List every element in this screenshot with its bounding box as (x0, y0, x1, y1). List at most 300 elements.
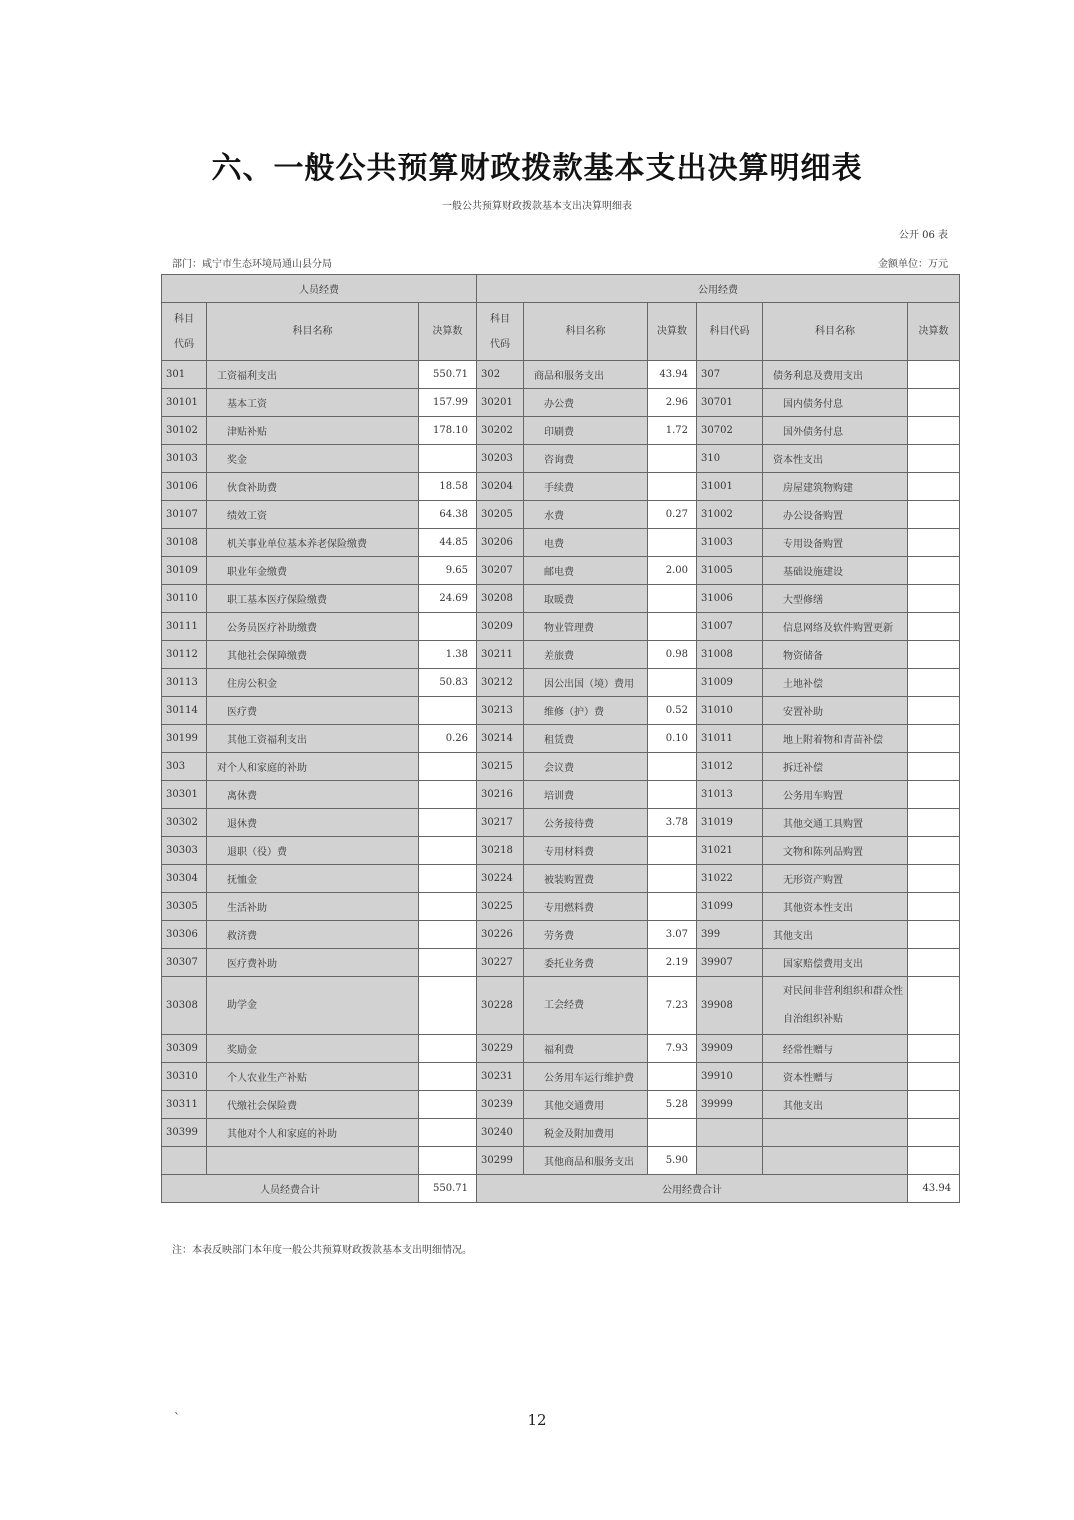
table-row (162, 613, 960, 641)
amount-cell-3 (908, 445, 960, 473)
amount-cell-3 (908, 501, 960, 529)
amount-cell-1 (419, 753, 477, 781)
code-cell-2: 30204 (477, 473, 524, 501)
code-cell-2: 30240 (477, 1119, 524, 1147)
code-cell-3: 31012 (697, 753, 763, 781)
code-cell-3: 39999 (697, 1091, 763, 1119)
name-cell-3: 经常性赠与 (763, 1035, 908, 1063)
amount-cell-1: 44.85 (419, 529, 477, 557)
amount-cell-2 (648, 1119, 697, 1147)
amount-cell-3 (908, 893, 960, 921)
name-cell-1: 公务员医疗补助缴费 (207, 613, 419, 641)
code-cell-3: 31022 (697, 865, 763, 893)
table-row (162, 529, 960, 557)
amount-cell-3 (908, 1063, 960, 1091)
code-cell-2: 30225 (477, 893, 524, 921)
name-cell-3: 资本性支出 (763, 445, 908, 473)
name-cell-2: 因公出国（境）费用 (524, 669, 648, 697)
name-cell-3: 国外债务付息 (763, 417, 908, 445)
code-cell-2: 302 (477, 361, 524, 389)
amount-cell-2: 43.94 (648, 361, 697, 389)
name-cell-3: 安置补助 (763, 697, 908, 725)
name-cell-3: 文物和陈列品购置 (763, 837, 908, 865)
table-row (162, 809, 960, 837)
code-line2: 代码 (490, 338, 511, 350)
name-cell-2: 被装购置费 (524, 865, 648, 893)
name-cell-3: 无形资产购置 (763, 865, 908, 893)
amount-cell-1 (419, 445, 477, 473)
code-cell-2: 30215 (477, 753, 524, 781)
name-cell-2: 培训费 (524, 781, 648, 809)
code-cell-3: 31001 (697, 473, 763, 501)
amount-cell-3 (908, 557, 960, 585)
name-cell-2: 物业管理费 (524, 613, 648, 641)
amount-cell-1 (419, 1119, 477, 1147)
code-cell-1: 30101 (162, 389, 207, 417)
amount-cell-1: 18.58 (419, 473, 477, 501)
table-row (162, 837, 960, 865)
amount-cell-3 (908, 613, 960, 641)
amount-cell-1 (419, 1147, 477, 1175)
amount-cell-3 (908, 725, 960, 753)
amount-cell-2 (648, 1063, 697, 1091)
name-cell-2: 水费 (524, 501, 648, 529)
code-cell-3: 39908 (697, 977, 763, 1035)
amount-cell-2 (648, 753, 697, 781)
name-cell-3: 信息网络及软件购置更新 (763, 613, 908, 641)
code-cell-2: 30216 (477, 781, 524, 809)
amount-cell-2: 3.07 (648, 921, 697, 949)
public-total-label: 公用经费合计 (477, 1175, 908, 1203)
code-cell-1: 30114 (162, 697, 207, 725)
name-cell-2: 公务用车运行维护费 (524, 1063, 648, 1091)
name-cell-1: 退休费 (207, 809, 419, 837)
amount-cell-3 (908, 781, 960, 809)
name-cell-3 (763, 1147, 908, 1175)
amount-cell-1 (419, 613, 477, 641)
code-cell-1: 30301 (162, 781, 207, 809)
code-cell-2: 30211 (477, 641, 524, 669)
amount-cell-2: 2.19 (648, 949, 697, 977)
code-cell-3: 31013 (697, 781, 763, 809)
name-cell-1: 个人农业生产补贴 (207, 1063, 419, 1091)
name-cell-3: 国内债务付息 (763, 389, 908, 417)
code-cell-1: 30304 (162, 865, 207, 893)
code-cell-1: 30108 (162, 529, 207, 557)
name-cell-2: 租赁费 (524, 725, 648, 753)
name-cell-2: 邮电费 (524, 557, 648, 585)
name-cell-1: 退职（役）费 (207, 837, 419, 865)
amount-cell-1: 550.71 (419, 361, 477, 389)
code-cell-3: 31003 (697, 529, 763, 557)
page-title: 六、一般公共预算财政拨款基本支出决算明细表 (211, 151, 863, 186)
table-row (162, 1063, 960, 1091)
amount-cell-2: 5.90 (648, 1147, 697, 1175)
public-total-value: 43.94 (908, 1175, 960, 1203)
name-cell-2: 福利费 (524, 1035, 648, 1063)
name-cell-2: 咨询费 (524, 445, 648, 473)
code-line2: 代码 (174, 338, 194, 350)
name-cell-1: 奖金 (207, 445, 419, 473)
name-cell-2: 专用燃料费 (524, 893, 648, 921)
amount-cell-2: 0.27 (648, 501, 697, 529)
code-cell-1: 30303 (162, 837, 207, 865)
expenditure-detail-table (161, 274, 960, 1203)
name-cell-1: 基本工资 (207, 389, 419, 417)
code-cell-2: 30206 (477, 529, 524, 557)
col-name-3: 科目名称 (763, 303, 908, 361)
name-cell-1: 抚恤金 (207, 865, 419, 893)
code-cell-3: 31002 (697, 501, 763, 529)
amount-cell-2 (648, 669, 697, 697)
name-cell-3: 资本性赠与 (763, 1063, 908, 1091)
amount-cell-1: 64.38 (419, 501, 477, 529)
amount-cell-3 (908, 837, 960, 865)
table-row (162, 921, 960, 949)
amount-cell-2: 0.98 (648, 641, 697, 669)
amount-cell-3 (908, 1147, 960, 1175)
amount-cell-2 (648, 445, 697, 473)
code-line1: 科目 (174, 313, 194, 325)
amount-cell-3 (908, 753, 960, 781)
name-cell-3: 其他支出 (763, 921, 908, 949)
personnel-header: 人员经费 (162, 275, 477, 303)
section-header-row (162, 275, 960, 303)
name-cell-1: 救济费 (207, 921, 419, 949)
code-cell-2: 30208 (477, 585, 524, 613)
col-amount-3: 决算数 (908, 303, 960, 361)
code-cell-2: 30228 (477, 977, 524, 1035)
name-cell-2: 差旅费 (524, 641, 648, 669)
code-cell-1: 30399 (162, 1119, 207, 1147)
code-cell-1: 30110 (162, 585, 207, 613)
amount-cell-3 (908, 529, 960, 557)
code-cell-1: 30111 (162, 613, 207, 641)
code-cell-2: 30205 (477, 501, 524, 529)
col-amount-1: 决算数 (419, 303, 477, 361)
public-header: 公用经费 (477, 275, 960, 303)
amount-cell-1: 9.65 (419, 557, 477, 585)
name-cell-2: 电费 (524, 529, 648, 557)
code-cell-2: 30203 (477, 445, 524, 473)
code-cell-3: 31021 (697, 837, 763, 865)
code-cell-1: 30106 (162, 473, 207, 501)
name-cell-1: 津贴补贴 (207, 417, 419, 445)
amount-cell-1: 0.26 (419, 725, 477, 753)
name-cell-1: 伙食补助费 (207, 473, 419, 501)
name-cell-1: 代缴社会保险费 (207, 1091, 419, 1119)
amount-cell-1: 157.99 (419, 389, 477, 417)
code-cell-3 (697, 1147, 763, 1175)
table-row (162, 1147, 960, 1175)
name-cell-2: 专用材料费 (524, 837, 648, 865)
name-cell-1: 其他社会保障缴费 (207, 641, 419, 669)
name-cell-1: 其他对个人和家庭的补助 (207, 1119, 419, 1147)
name-cell-1: 生活补助 (207, 893, 419, 921)
amount-cell-2 (648, 585, 697, 613)
name-cell-1: 职工基本医疗保险缴费 (207, 585, 419, 613)
name-cell-3: 国家赔偿费用支出 (763, 949, 908, 977)
amount-cell-2 (648, 473, 697, 501)
name-cell-2: 印刷费 (524, 417, 648, 445)
code-cell-3: 39910 (697, 1063, 763, 1091)
table-row (162, 1119, 960, 1147)
table-row (162, 893, 960, 921)
col-name-1: 科目名称 (207, 303, 419, 361)
name-cell-3: 债务利息及费用支出 (763, 361, 908, 389)
code-cell-3: 31019 (697, 809, 763, 837)
code-cell-3: 39907 (697, 949, 763, 977)
table-row (162, 753, 960, 781)
name-cell-1: 离休费 (207, 781, 419, 809)
code-cell-2: 30231 (477, 1063, 524, 1091)
amount-cell-3 (908, 585, 960, 613)
code-cell-1: 30302 (162, 809, 207, 837)
code-cell-2: 30299 (477, 1147, 524, 1175)
code-cell-3: 31099 (697, 893, 763, 921)
table-row (162, 865, 960, 893)
table-row (162, 585, 960, 613)
amount-cell-2: 0.10 (648, 725, 697, 753)
name-cell-1: 奖励金 (207, 1035, 419, 1063)
code-cell-1: 30308 (162, 977, 207, 1035)
table-note: 注：本表反映部门本年度一般公共预算财政拨款基本支出明细情况。 (172, 1245, 472, 1256)
amount-unit-label: 金额单位：万元 (878, 259, 948, 270)
name-cell-3: 大型修缮 (763, 585, 908, 613)
amount-cell-1: 24.69 (419, 585, 477, 613)
amount-cell-1 (419, 1091, 477, 1119)
code-cell-1: 30113 (162, 669, 207, 697)
code-cell-1: 30309 (162, 1035, 207, 1063)
amount-cell-1: 50.83 (419, 669, 477, 697)
name-cell-1: 工资福利支出 (207, 361, 419, 389)
name-cell-3: 办公设备购置 (763, 501, 908, 529)
code-cell-2: 30217 (477, 809, 524, 837)
name-cell-2: 办公费 (524, 389, 648, 417)
name-cell-1: 助学金 (207, 977, 419, 1035)
code-cell-3 (697, 1119, 763, 1147)
table-row (162, 417, 960, 445)
code-cell-3: 31005 (697, 557, 763, 585)
code-cell-1: 30305 (162, 893, 207, 921)
code-cell-1: 30103 (162, 445, 207, 473)
name-cell-2: 委托业务费 (524, 949, 648, 977)
amount-cell-1 (419, 893, 477, 921)
name-cell-2: 其他交通费用 (524, 1091, 648, 1119)
amount-cell-2 (648, 529, 697, 557)
table-row (162, 445, 960, 473)
amount-cell-1 (419, 921, 477, 949)
amount-cell-3 (908, 1035, 960, 1063)
amount-cell-1 (419, 809, 477, 837)
code-cell-1: 30102 (162, 417, 207, 445)
code-cell-3: 31010 (697, 697, 763, 725)
name-cell-2: 工会经费 (524, 977, 648, 1035)
name-cell-3: 地上附着物和青苗补偿 (763, 725, 908, 753)
col-code-3: 科目代码 (697, 303, 763, 361)
code-cell-2: 30212 (477, 669, 524, 697)
name-cell-1: 医疗费 (207, 697, 419, 725)
code-cell-1: 30311 (162, 1091, 207, 1119)
page-number: 12 (527, 1411, 547, 1429)
amount-cell-3 (908, 697, 960, 725)
name-cell-2: 维修（护）费 (524, 697, 648, 725)
amount-cell-1 (419, 865, 477, 893)
code-cell-1: 30107 (162, 501, 207, 529)
amount-cell-1 (419, 697, 477, 725)
amount-cell-1 (419, 1063, 477, 1091)
table-row (162, 473, 960, 501)
code-cell-3: 31011 (697, 725, 763, 753)
amount-cell-3 (908, 417, 960, 445)
name-cell-3: 拆迁补偿 (763, 753, 908, 781)
name-cell-3: 土地补偿 (763, 669, 908, 697)
name-cell-3: 其他交通工具购置 (763, 809, 908, 837)
code-line1: 科目 (490, 313, 511, 325)
corner-mark: ` (174, 1411, 180, 1425)
code-cell-2: 30239 (477, 1091, 524, 1119)
amount-cell-2: 2.00 (648, 557, 697, 585)
amount-cell-2: 1.72 (648, 417, 697, 445)
table-row (162, 1035, 960, 1063)
name-cell-3: 房屋建筑物购建 (763, 473, 908, 501)
amount-cell-2: 2.96 (648, 389, 697, 417)
table-row (162, 977, 960, 1035)
name-cell-1: 机关事业单位基本养老保险缴费 (207, 529, 419, 557)
name-cell-3: 物资储备 (763, 641, 908, 669)
name-cell-1: 绩效工资 (207, 501, 419, 529)
amount-cell-3 (908, 389, 960, 417)
code-cell-3: 310 (697, 445, 763, 473)
code-cell-3: 31008 (697, 641, 763, 669)
col-name-2: 科目名称 (524, 303, 648, 361)
amount-cell-1: 178.10 (419, 417, 477, 445)
name-cell-2: 劳务费 (524, 921, 648, 949)
table-row (162, 669, 960, 697)
name-cell-1: 职业年金缴费 (207, 557, 419, 585)
code-cell-2: 30214 (477, 725, 524, 753)
name-cell-1: 其他工资福利支出 (207, 725, 419, 753)
department-label: 部门：咸宁市生态环境局通山县分局 (172, 259, 332, 270)
amount-cell-3 (908, 977, 960, 1035)
code-cell-2: 30213 (477, 697, 524, 725)
amount-cell-3 (908, 921, 960, 949)
name-cell-3: 专用设备购置 (763, 529, 908, 557)
code-cell-1 (162, 1147, 207, 1175)
column-header-row (162, 303, 960, 361)
code-cell-3: 31007 (697, 613, 763, 641)
amount-cell-3 (908, 1119, 960, 1147)
amount-cell-1: 1.38 (419, 641, 477, 669)
amount-cell-3 (908, 1091, 960, 1119)
code-cell-3: 39909 (697, 1035, 763, 1063)
totals-row (162, 1175, 960, 1203)
name-cell-3 (763, 1119, 908, 1147)
table-row (162, 1091, 960, 1119)
amount-cell-3 (908, 473, 960, 501)
amount-cell-2: 7.23 (648, 977, 697, 1035)
amount-cell-1 (419, 949, 477, 977)
amount-cell-3 (908, 809, 960, 837)
code-cell-3: 31006 (697, 585, 763, 613)
name-cell-1: 住房公积金 (207, 669, 419, 697)
code-cell-2: 30209 (477, 613, 524, 641)
code-cell-1: 30310 (162, 1063, 207, 1091)
code-cell-1: 303 (162, 753, 207, 781)
name-cell-2: 公务接待费 (524, 809, 648, 837)
table-row (162, 781, 960, 809)
amount-cell-2 (648, 837, 697, 865)
name-cell-3: 基础设施建设 (763, 557, 908, 585)
table-row (162, 557, 960, 585)
amount-cell-2: 3.78 (648, 809, 697, 837)
code-cell-1: 30109 (162, 557, 207, 585)
table-row (162, 389, 960, 417)
code-cell-3: 307 (697, 361, 763, 389)
amount-cell-3 (908, 669, 960, 697)
code-cell-1: 301 (162, 361, 207, 389)
code-cell-3: 30701 (697, 389, 763, 417)
name-cell-2: 会议费 (524, 753, 648, 781)
name-cell-3: 对民间非营利组织和群众性自治组织补贴 (763, 977, 908, 1035)
code-cell-1: 30112 (162, 641, 207, 669)
code-cell-3: 31009 (697, 669, 763, 697)
col-code-2 (477, 303, 524, 361)
table-row (162, 949, 960, 977)
amount-cell-1 (419, 837, 477, 865)
table-row (162, 725, 960, 753)
amount-cell-2: 7.93 (648, 1035, 697, 1063)
amount-cell-3 (908, 361, 960, 389)
amount-cell-2 (648, 613, 697, 641)
table-row (162, 641, 960, 669)
name-cell-3: 其他资本性支出 (763, 893, 908, 921)
code-cell-2: 30207 (477, 557, 524, 585)
name-cell-1: 医疗费补助 (207, 949, 419, 977)
name-cell-2: 商品和服务支出 (524, 361, 648, 389)
form-number: 公开 06 表 (898, 230, 948, 241)
code-cell-1: 30306 (162, 921, 207, 949)
code-cell-1: 30199 (162, 725, 207, 753)
amount-cell-1 (419, 1035, 477, 1063)
amount-cell-3 (908, 865, 960, 893)
name-cell-3: 公务用车购置 (763, 781, 908, 809)
col-code-1 (162, 303, 207, 361)
amount-cell-2: 0.52 (648, 697, 697, 725)
table-subtitle: 一般公共预算财政拨款基本支出决算明细表 (442, 201, 632, 212)
col-amount-2: 决算数 (648, 303, 697, 361)
code-cell-2: 30224 (477, 865, 524, 893)
name-cell-2: 其他商品和服务支出 (524, 1147, 648, 1175)
code-cell-2: 30227 (477, 949, 524, 977)
name-cell-2: 取暖费 (524, 585, 648, 613)
name-cell-3: 其他支出 (763, 1091, 908, 1119)
name-cell-1: 对个人和家庭的补助 (207, 753, 419, 781)
amount-cell-2 (648, 865, 697, 893)
name-cell-1 (207, 1147, 419, 1175)
code-cell-2: 30201 (477, 389, 524, 417)
table-row (162, 697, 960, 725)
code-cell-2: 30218 (477, 837, 524, 865)
table-row (162, 361, 960, 389)
amount-cell-3 (908, 949, 960, 977)
amount-cell-2 (648, 893, 697, 921)
personnel-total-value: 550.71 (419, 1175, 477, 1203)
amount-cell-2 (648, 781, 697, 809)
code-cell-2: 30226 (477, 921, 524, 949)
amount-cell-1 (419, 781, 477, 809)
name-cell-2: 手续费 (524, 473, 648, 501)
